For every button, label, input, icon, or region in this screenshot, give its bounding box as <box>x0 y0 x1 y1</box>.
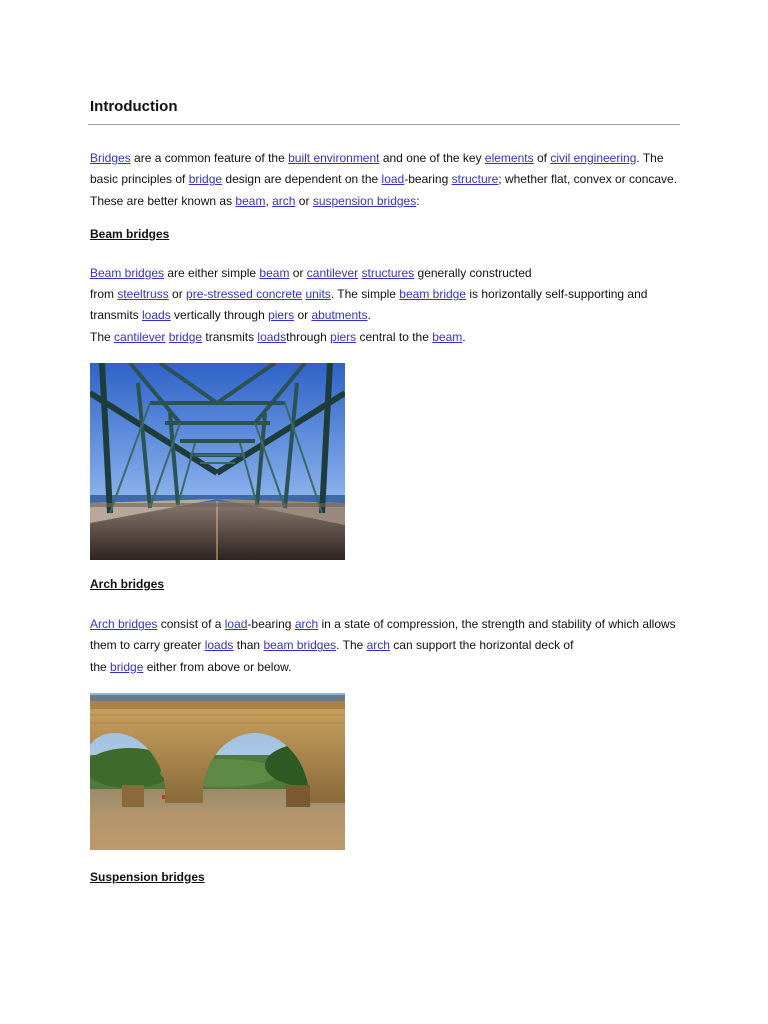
paragraph-text: or <box>289 265 307 280</box>
paragraph-text: design are dependent on the <box>222 172 382 187</box>
paragraph-text: The <box>90 329 115 344</box>
paragraph-text: of <box>533 151 551 165</box>
paragraph-text: are a common feature of the <box>130 151 289 165</box>
paragraph-text: either from above or below. <box>143 659 292 674</box>
paragraph-text: . The basic principles of <box>90 151 664 187</box>
inline-link[interactable]: loads <box>142 308 171 323</box>
paragraph-text: or <box>168 287 187 302</box>
inline-link[interactable]: civil engineering <box>550 151 637 165</box>
paragraph-text: transmits <box>202 329 258 344</box>
inline-link[interactable]: structures <box>361 265 415 280</box>
inline-link[interactable]: built environment <box>288 151 380 165</box>
inline-link[interactable]: piers <box>330 329 357 344</box>
inline-link[interactable]: elements <box>484 151 534 165</box>
inline-link[interactable]: units <box>305 287 331 302</box>
arch-bridges-heading: Arch bridges <box>90 577 165 592</box>
suspension-bridges-heading: Suspension bridges <box>90 869 205 884</box>
paragraph-text: the <box>90 659 111 674</box>
inline-link[interactable]: load <box>381 172 405 187</box>
inline-link[interactable]: cantilever <box>114 329 166 344</box>
inline-link[interactable]: piers <box>268 308 295 323</box>
paragraph-text: is horizontally self-supporting and transmits <box>90 287 648 323</box>
paragraph-text: : <box>416 193 420 208</box>
paragraph-text: -bearing <box>247 617 295 632</box>
inline-link[interactable]: beam <box>432 329 463 344</box>
arch-bridges-paragraph <box>90 614 680 678</box>
beam-bridges-paragraph <box>90 263 680 348</box>
inline-link[interactable]: arch <box>272 193 296 208</box>
paragraph-text: through <box>286 329 331 344</box>
paragraph-text: central to the <box>356 329 433 344</box>
inline-link[interactable]: beam <box>259 265 290 280</box>
inline-link[interactable]: beam <box>235 193 266 208</box>
paragraph-text: consist of a <box>157 617 225 632</box>
page-title: Introduction <box>90 98 178 115</box>
arch-bridge-photo <box>90 693 345 850</box>
inline-link[interactable]: Beam bridges <box>90 265 165 280</box>
paragraph-text: in a state of compression, the strength and stability of which allows them to carry greater <box>90 617 676 653</box>
inline-link[interactable]: Arch bridges <box>90 617 158 632</box>
intro-paragraph <box>90 148 680 212</box>
paragraph-text: than <box>233 638 264 653</box>
inline-link[interactable]: loads <box>257 329 287 344</box>
paragraph-text: . The <box>336 638 367 653</box>
paragraph-text: , <box>265 193 273 208</box>
paragraph-text: and one of the key <box>379 151 485 165</box>
inline-link[interactable]: pre-stressed concrete <box>186 287 303 302</box>
title-divider <box>88 124 680 125</box>
truss-bridge-photo <box>90 363 345 560</box>
paragraph-text: vertically through <box>170 308 269 323</box>
beam-bridges-heading: Beam bridges <box>90 226 170 241</box>
paragraph-text: or <box>294 308 312 323</box>
inline-link[interactable]: abutments <box>311 308 368 323</box>
document-page <box>90 98 680 886</box>
inline-link[interactable]: Bridges <box>90 151 131 165</box>
inline-link[interactable]: steeltruss <box>117 287 169 302</box>
inline-link[interactable]: bridge <box>110 659 144 674</box>
inline-link[interactable]: cantilever <box>306 265 359 280</box>
inline-link[interactable]: suspension bridges <box>312 193 417 208</box>
paragraph-text: from <box>90 287 118 302</box>
paragraph-text: -bearing <box>404 172 452 187</box>
paragraph-text: . The simple <box>330 287 400 302</box>
inline-link[interactable]: bridge <box>188 172 223 187</box>
inline-link[interactable]: beam bridge <box>399 287 467 302</box>
inline-link[interactable]: arch <box>366 638 390 653</box>
inline-link[interactable]: bridge <box>168 329 203 344</box>
inline-link[interactable]: load <box>224 617 248 632</box>
inline-link[interactable]: arch <box>294 617 319 632</box>
paragraph-text: ; whether flat, convex or concave. These are better known as <box>90 172 678 208</box>
paragraph-text: . <box>367 308 371 323</box>
paragraph-text: are either simple <box>164 265 260 280</box>
inline-link[interactable]: loads <box>204 638 234 653</box>
paragraph-text: or <box>295 193 313 208</box>
paragraph-text: . <box>462 329 466 344</box>
inline-link[interactable]: beam bridges <box>263 638 337 653</box>
paragraph-text: generally constructed <box>414 265 532 280</box>
paragraph-text: can support the horizontal deck of <box>389 638 574 653</box>
inline-link[interactable]: structure <box>451 172 499 187</box>
